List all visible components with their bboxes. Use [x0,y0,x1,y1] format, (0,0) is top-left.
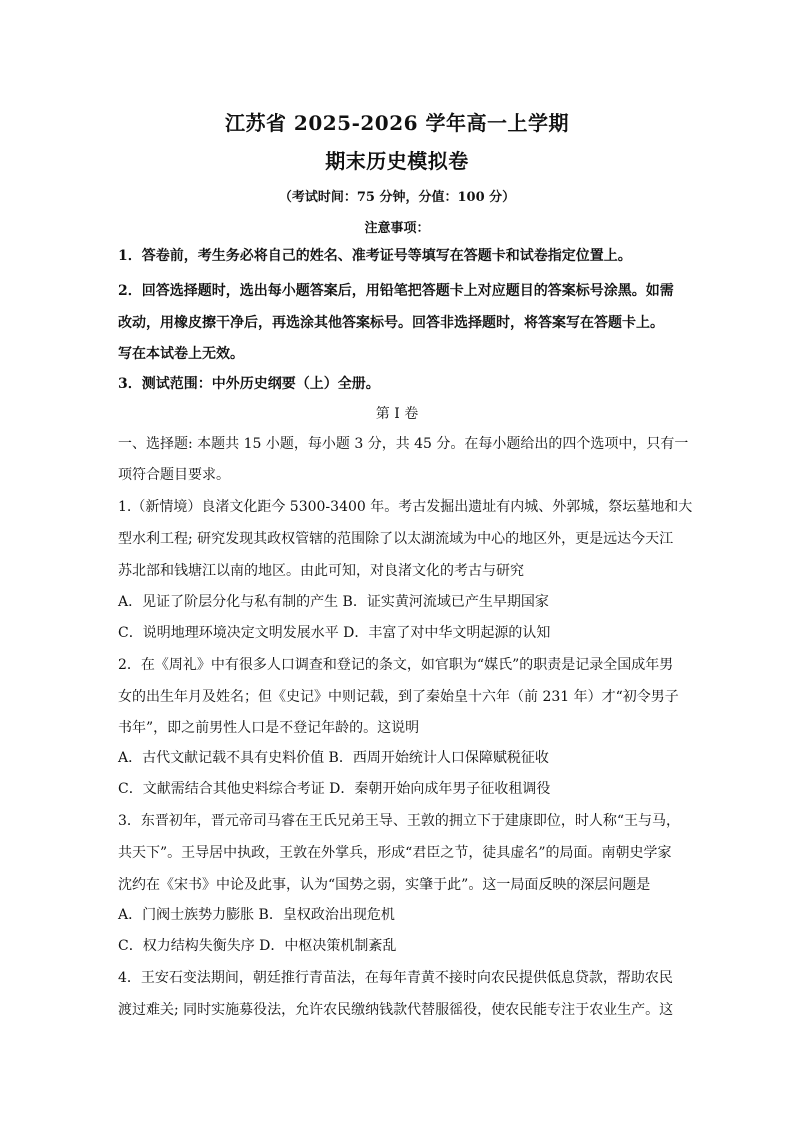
exam-title-line2: 期末历史模拟卷 [325,149,469,173]
notice-2: 2．回答选择题时，选出每小题答案后，用铅笔把答题卡上对应题目的答案标号涂黑。如需 [118,283,674,299]
section-title: 第 I 卷 [375,406,419,422]
section-intro-1: 一、选择题: 本题共 15 小题，每小题 3 分，共 45 分。在每小题给出的四个选项中，只有一 [118,436,689,452]
question-1-stem-2: 型水利工程; 研究发现其政权管辖的范围除了以太湖流域为中心的地区外，更是远达今天江 [118,531,674,547]
notice-1: 1．答卷前，考生务必将自己的姓名、准考证号等填写在答题卡和试卷指定位置上。 [118,248,632,264]
question-3-stem-1: 3．东晋初年，晋元帝司马睿在王氏兄弟王导、王敦的拥立下于建康即位，时人称“王与马， [118,813,681,829]
notice-3: 3．测试范围：中外历史纲要（上）全册。 [118,376,380,392]
question-1-stem-3: 苏北部和钱塘江以南的地区。由此可知，对良渚文化的考古与研究 [118,563,524,579]
question-3-options-ab: A．门阀士族势力膨胀 B．皇权政治出现危机 [118,907,395,923]
question-2-options-cd: C．文献需结合其他史料综合考证 D．秦朝开始向成年男子征收租调役 [118,781,551,797]
question-2-stem-1: 2．在《周礼》中有很多人口调查和登记的条文，如官职为“媒氏”的职责是记录全国成年男 [118,657,674,673]
notice-title: 注意事项： [364,221,430,236]
exam-title-line1: 江苏省 2025-2026 学年高一上学期 [224,111,570,135]
question-3-options-cd: C．权力结构失衡失序 D．中枢决策机制紊乱 [118,938,397,954]
exam-info: （考试时间：75 分钟，分值：100 分） [278,190,516,205]
question-2-stem-3: 书年”，即之前男性人口是不登记年龄的。这说明 [118,720,420,736]
question-2-options-ab: A．古代文献记载不具有史料价值 B．西周开始统计人口保障赋税征收 [118,750,549,766]
question-4-stem-2: 渡过难关; 同时实施募役法，允许农民缴纳钱款代替服徭役，使农民能专注于农业生产。这 [118,1002,674,1018]
question-1-stem-1: 1.（新情境）良渚文化距今 5300-3400 年。考古发掘出遗址有内城、外郭城，祭坛墓地和大 [118,499,693,515]
notice-2-cont: 改动，用橡皮擦干净后，再选涂其他答案标号。回答非选择题时，将答案写在答题卡上。 [118,315,664,331]
question-1-options-ab: A．见证了阶层分化与私有制的产生 B．证实黄河流域已产生早期国家 [118,594,549,610]
section-intro-2: 项符合题目要求。 [118,467,230,483]
question-1-options-cd: C．说明地理环境决定文明发展水平 D．丰富了对中华文明起源的认知 [118,625,551,641]
question-4-stem-1: 4．王安石变法期间，朝廷推行青苗法，在每年青黄不接时向农民提供低息贷款，帮助农民 [118,970,673,986]
question-3-stem-3: 沈约在《宋书》中论及此事，认为“国势之弱，实肇于此”。这一局面反映的深层问题是 [118,877,651,893]
notice-2-end: 写在本试卷上无效。 [118,346,244,362]
question-3-stem-2: 共天下”。王导居中执政，王敦在外掌兵，形成“君臣之节，徒具虚名”的局面。南朝史学家 [118,845,672,861]
question-2-stem-2: 女的出生年月及姓名；但《史记》中则记载，到了秦始皇十六年（前 231 年）才“初令男子 [118,689,679,705]
